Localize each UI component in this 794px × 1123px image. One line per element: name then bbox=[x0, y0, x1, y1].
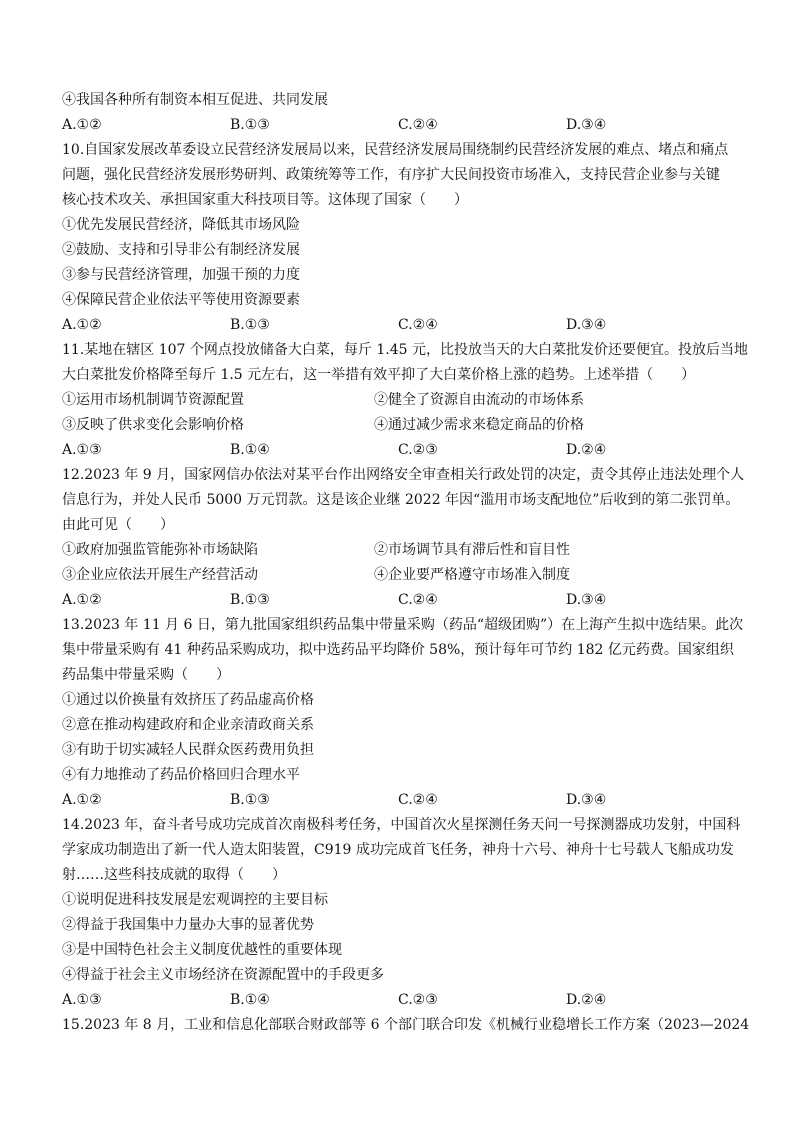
choice-b: B.①③ bbox=[230, 592, 270, 608]
choice-a: A.①③ bbox=[62, 992, 102, 1008]
q10-choices bbox=[62, 313, 734, 338]
q14-stem-line: 射……这些科技成就的取得（ ） bbox=[62, 867, 286, 883]
q11-items-row bbox=[62, 388, 734, 413]
q12-stem-line: 信息行为，并处人民币 5000 万元罚款。这是该企业继 2022 年因“滥用市场支配地位”后收到的第二张罚单。 bbox=[62, 492, 740, 508]
q11-stem-line: 大白菜批发价格降至每斤 1.5 元左右，这一举措有效平抑了大白菜价格上涨的趋势。上述举措（ ） bbox=[62, 367, 696, 383]
q12-items-row bbox=[62, 538, 734, 563]
q13-item: ①通过以价换量有效挤压了药品虚高价格 bbox=[62, 692, 314, 708]
choice-c: C.②④ bbox=[398, 592, 438, 608]
carryover-item-4: ④我国各种所有制资本相互促进、共同发展 bbox=[62, 92, 328, 108]
choice-a: A.①③ bbox=[62, 442, 102, 458]
q10-item: ①优先发展民营经济，降低其市场风险 bbox=[62, 217, 300, 233]
choice-c: C.②③ bbox=[398, 992, 438, 1008]
q10-stem-line: 10.自国家发展改革委设立民营经济发展局以来，民营经济发展局围绕制约民营经济发展的难点、堵点和痛点 bbox=[62, 142, 729, 158]
q15-stem-line: 15.2023 年 8 月，工业和信息化部联合财政部等 6 个部门联合印发《机械行业稳增长工作方案（2023—2024 bbox=[62, 1017, 750, 1033]
q12-item: ②市场调节具有滞后性和盲目性 bbox=[374, 542, 570, 558]
q12-items-row bbox=[62, 563, 734, 588]
choice-c: C.②④ bbox=[398, 317, 438, 333]
choice-d: D.③④ bbox=[566, 117, 607, 133]
q13-item: ②意在推动构建政府和企业亲清政商关系 bbox=[62, 717, 314, 733]
choice-c: C.②④ bbox=[398, 117, 438, 133]
choice-b: B.①④ bbox=[230, 992, 270, 1008]
choice-c: C.②③ bbox=[398, 442, 438, 458]
q13-stem-line: 13.2023 年 11 月 6 日，第九批国家组织药品集中带量采购（药品“超级团购”）在上海产生拟中选结果。此次 bbox=[62, 617, 744, 633]
choice-d: D.③④ bbox=[566, 592, 607, 608]
q14-item: ①说明促进科技发展是宏观调控的主要目标 bbox=[62, 892, 328, 908]
choice-b: B.①③ bbox=[230, 117, 270, 133]
q14-choices bbox=[62, 988, 734, 1013]
choice-a: A.①② bbox=[62, 117, 102, 133]
q14-item: ③是中国特色社会主义制度优越性的重要体现 bbox=[62, 942, 342, 958]
carryover-choices bbox=[62, 113, 734, 138]
choice-b: B.①③ bbox=[230, 317, 270, 333]
q10-item: ③参与民营经济管理，加强干预的力度 bbox=[62, 267, 300, 283]
q12-item: ③企业应依法开展生产经营活动 bbox=[62, 567, 258, 583]
choice-d: D.③④ bbox=[566, 317, 607, 333]
q11-item: ③反映了供求变化会影响价格 bbox=[62, 417, 244, 433]
choice-c: C.②④ bbox=[398, 792, 438, 808]
q12-item: ①政府加强监管能弥补市场缺陷 bbox=[62, 542, 258, 558]
q11-item: ④通过减少需求来稳定商品的价格 bbox=[374, 417, 584, 433]
q11-choices bbox=[62, 438, 734, 463]
q14-item: ②得益于我国集中力量办大事的显著优势 bbox=[62, 917, 314, 933]
q12-choices bbox=[62, 588, 734, 613]
q11-items-row bbox=[62, 413, 734, 438]
choice-d: D.③④ bbox=[566, 792, 607, 808]
choice-a: A.①② bbox=[62, 592, 102, 608]
q13-choices bbox=[62, 788, 734, 813]
choice-a: A.①② bbox=[62, 792, 102, 808]
q10-stem-line: 问题，强化民营经济发展形势研判、政策统筹等工作，有序扩大民间投资市场准入，支持民营企业参与关键 bbox=[62, 167, 720, 183]
q11-stem-line: 11.某地在辖区 107 个网点投放储备大白菜，每斤 1.45 元，比投放当天的大白菜批发价还要便宜。投放后当地 bbox=[62, 342, 748, 358]
q14-stem-line: 学家成功制造出了新一代人造太阳装置，C919 成功完成首飞任务，神舟十六号、神舟十七号载人飞船成功发 bbox=[62, 842, 734, 858]
q12-stem-line: 由此可见（ ） bbox=[62, 517, 174, 533]
q13-stem-line: 集中带量采购有 41 种药品采购成功，拟中选药品平均降价 58%，预计每年可节约 182 亿元药费。国家组织 bbox=[62, 642, 734, 658]
q10-item: ②鼓励、支持和引导非公有制经济发展 bbox=[62, 242, 300, 258]
choice-b: B.①④ bbox=[230, 442, 270, 458]
q12-stem-line: 12.2023 年 9 月，国家网信办依法对某平台作出网络安全审查相关行政处罚的决定，责令其停止违法处理个人 bbox=[62, 467, 745, 483]
choice-d: D.②④ bbox=[566, 992, 607, 1008]
q13-stem-line: 药品集中带量采购（ ） bbox=[62, 667, 230, 683]
choice-d: D.②④ bbox=[566, 442, 607, 458]
q13-item: ④有力地推动了药品价格回归合理水平 bbox=[62, 767, 300, 783]
exam-page bbox=[62, 88, 750, 1038]
choice-a: A.①② bbox=[62, 317, 102, 333]
q12-item: ④企业要严格遵守市场准入制度 bbox=[374, 567, 570, 583]
q10-stem-line: 核心技术攻关、承担国家重大科技项目等。这体现了国家（ ） bbox=[62, 192, 468, 208]
q13-item: ③有助于切实减轻人民群众医药费用负担 bbox=[62, 742, 314, 758]
q11-item: ②健全了资源自由流动的市场体系 bbox=[374, 392, 584, 408]
q10-item: ④保障民营企业依法平等使用资源要素 bbox=[62, 292, 300, 308]
q14-item: ④得益于社会主义市场经济在资源配置中的手段更多 bbox=[62, 967, 384, 983]
q11-item: ①运用市场机制调节资源配置 bbox=[62, 392, 244, 408]
choice-b: B.①③ bbox=[230, 792, 270, 808]
q14-stem-line: 14.2023 年，奋斗者号成功完成首次南极科考任务，中国首次火星探测任务天问一号探测器成功发射，中国科 bbox=[62, 817, 741, 833]
